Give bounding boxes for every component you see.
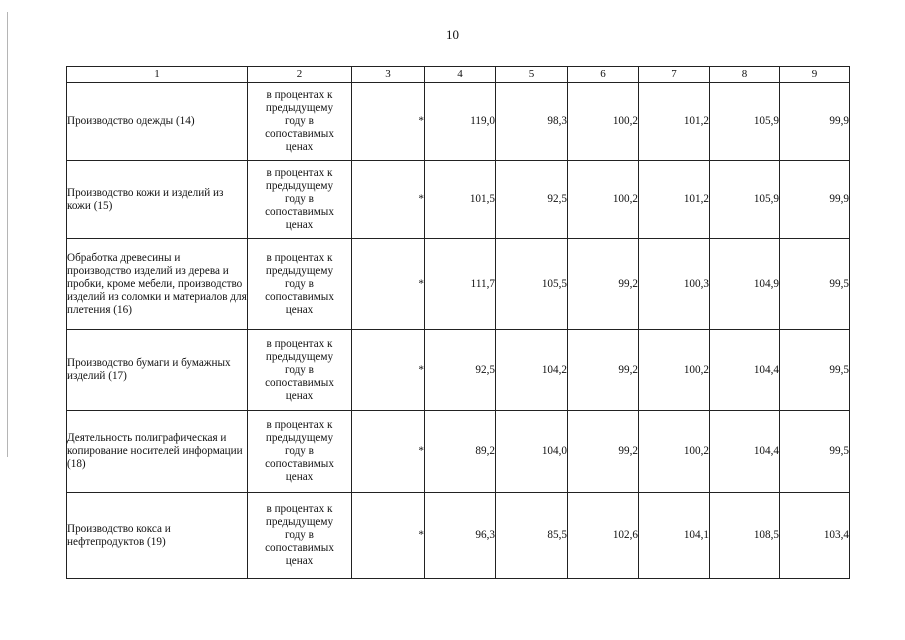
indicator-name: Обработка древесины и производство изделий из дерева и пробки, кроме мебели, производство изделий из соломки и материалов для плетения (16): [67, 239, 248, 330]
value-cell: 104,4: [710, 330, 780, 411]
value-cell: 103,4: [780, 493, 850, 579]
unit-line: году в: [285, 363, 314, 376]
table-row: [67, 411, 850, 493]
value-cell: 119,0: [425, 83, 496, 161]
unit-line: предыдущему: [265, 350, 334, 363]
indicator-table: [66, 66, 850, 579]
unit-line: сопоставимых: [265, 290, 334, 303]
unit-line: сопоставимых: [265, 376, 334, 389]
scan-margin-line: [7, 12, 8, 457]
value-cell: 100,3: [639, 239, 710, 330]
unit-line: ценах: [285, 555, 314, 567]
value-cell: 104,1: [639, 493, 710, 579]
unit-cell: [248, 161, 352, 239]
mark-cell: *: [352, 239, 425, 330]
table-row: [67, 83, 850, 161]
indicator-name: Производство одежды (14): [67, 83, 248, 161]
unit-line: предыдущему: [265, 516, 334, 528]
unit-line: сопоставимых: [265, 206, 334, 218]
header-row: [67, 67, 850, 83]
value-cell: 104,9: [710, 239, 780, 330]
indicator-name: Производство кожи и изделий из кожи (15): [67, 161, 248, 239]
value-cell: 99,5: [780, 411, 850, 493]
column-header: 3: [352, 67, 425, 83]
value-cell: 105,5: [496, 239, 568, 330]
mark-cell: *: [352, 493, 425, 579]
unit-line: сопоставимых: [265, 542, 334, 554]
indicator-name: Производство бумаги и бумажных изделий (17): [67, 330, 248, 411]
table-row: [67, 239, 850, 330]
unit-line: предыдущему: [265, 102, 334, 114]
unit-line: году в: [285, 445, 314, 457]
value-cell: 100,2: [639, 330, 710, 411]
unit-line: ценах: [285, 303, 314, 316]
unit-line: году в: [285, 277, 314, 290]
unit-line: в процентах к: [266, 503, 333, 515]
unit-cell: [248, 239, 352, 330]
value-cell: 89,2: [425, 411, 496, 493]
value-cell: 92,5: [496, 161, 568, 239]
value-cell: 101,2: [639, 161, 710, 239]
unit-line: году в: [285, 193, 314, 205]
value-cell: 108,5: [710, 493, 780, 579]
value-cell: 98,3: [496, 83, 568, 161]
unit-line: ценах: [285, 471, 314, 483]
column-header: 2: [248, 67, 352, 83]
unit-line: ценах: [285, 219, 314, 231]
value-cell: 104,2: [496, 330, 568, 411]
unit-line: предыдущему: [265, 432, 334, 444]
column-header: 7: [639, 67, 710, 83]
value-cell: 100,2: [568, 161, 639, 239]
value-cell: 92,5: [425, 330, 496, 411]
value-cell: 99,2: [568, 411, 639, 493]
column-header: 6: [568, 67, 639, 83]
table-row: [67, 493, 850, 579]
unit-line: году в: [285, 529, 314, 541]
column-header: 9: [780, 67, 850, 83]
column-header: 1: [67, 67, 248, 83]
mark-cell: *: [352, 83, 425, 161]
value-cell: 102,6: [568, 493, 639, 579]
table-row: [67, 330, 850, 411]
value-cell: 104,0: [496, 411, 568, 493]
unit-line: ценах: [285, 141, 314, 153]
table-row: [67, 161, 850, 239]
value-cell: 105,9: [710, 83, 780, 161]
mark-cell: *: [352, 330, 425, 411]
value-cell: 99,9: [780, 83, 850, 161]
value-cell: 99,2: [568, 330, 639, 411]
value-cell: 104,4: [710, 411, 780, 493]
value-cell: 99,5: [780, 330, 850, 411]
value-cell: 99,9: [780, 161, 850, 239]
value-cell: 100,2: [639, 411, 710, 493]
value-cell: 99,2: [568, 239, 639, 330]
unit-cell: [248, 330, 352, 411]
value-cell: 100,2: [568, 83, 639, 161]
unit-line: в процентах к: [266, 167, 333, 179]
column-header: 8: [710, 67, 780, 83]
unit-line: предыдущему: [265, 264, 334, 277]
column-header: 4: [425, 67, 496, 83]
value-cell: 101,5: [425, 161, 496, 239]
unit-line: ценах: [285, 389, 314, 402]
mark-cell: *: [352, 161, 425, 239]
unit-line: в процентах к: [266, 89, 333, 101]
unit-line: сопоставимых: [265, 128, 334, 140]
unit-line: в процентах к: [266, 419, 333, 431]
unit-line: сопоставимых: [265, 458, 334, 470]
mark-cell: *: [352, 411, 425, 493]
unit-line: году в: [285, 115, 314, 127]
unit-cell: [248, 83, 352, 161]
value-cell: 99,5: [780, 239, 850, 330]
unit-line: в процентах к: [266, 337, 333, 350]
unit-cell: [248, 411, 352, 493]
value-cell: 105,9: [710, 161, 780, 239]
value-cell: 101,2: [639, 83, 710, 161]
indicator-name: Деятельность полиграфическая и копирование носителей информации (18): [67, 411, 248, 493]
value-cell: 96,3: [425, 493, 496, 579]
unit-cell: [248, 493, 352, 579]
page-number: 10: [446, 27, 459, 42]
value-cell: 85,5: [496, 493, 568, 579]
unit-line: предыдущему: [265, 180, 334, 192]
column-header: 5: [496, 67, 568, 83]
value-cell: 111,7: [425, 239, 496, 330]
unit-line: в процентах к: [266, 251, 333, 264]
indicator-name: Производство кокса и нефтепродуктов (19): [67, 493, 248, 579]
